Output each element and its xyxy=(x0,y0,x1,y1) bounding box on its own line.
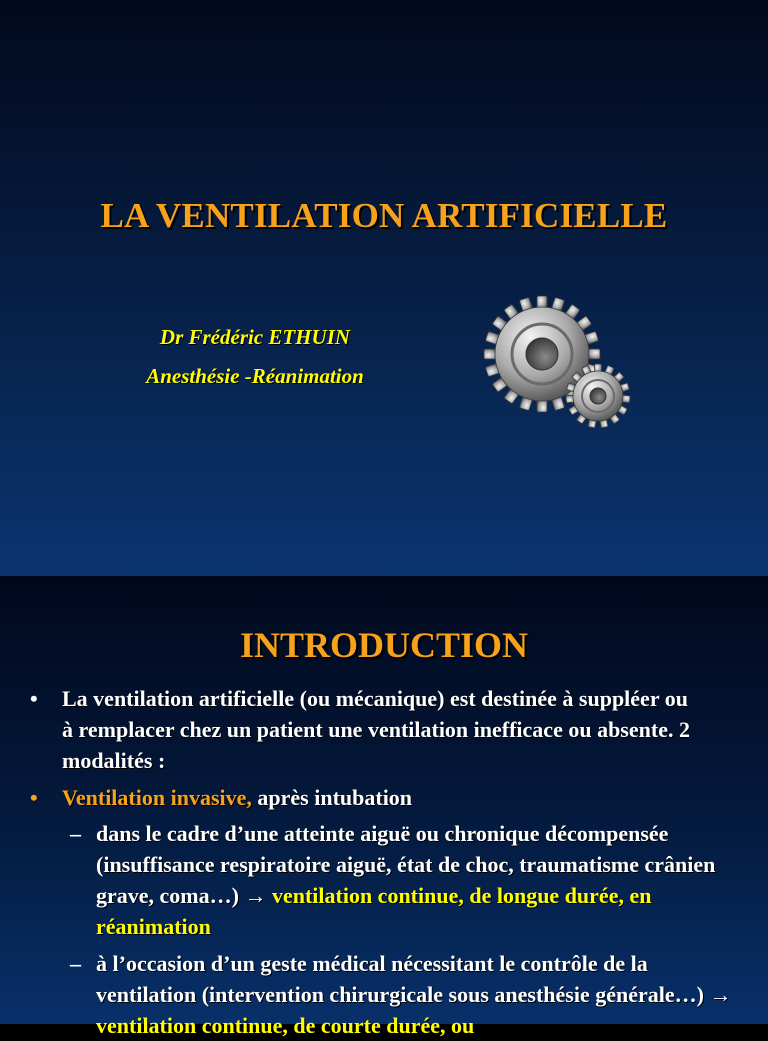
presentation-title: LA VENTILATION ARTIFICIELLE xyxy=(100,196,668,235)
bullet-2 xyxy=(62,782,722,813)
bullet-2-highlight: Ventilation invasive, xyxy=(62,785,252,810)
bullet-marker: • xyxy=(30,686,38,711)
dash-marker: – xyxy=(70,821,81,846)
sub-bullet-1-text: dans le cadre d’une atteinte aiguë ou chronique décompensée (insuffisance respiratoire aiguë, état de choc, traumatisme crânien grave, coma…) xyxy=(96,821,716,908)
sub-bullet-2-highlight: ventilation continue, de courte durée, ou xyxy=(96,1013,475,1038)
gears-icon xyxy=(482,296,632,434)
sub-bullet-1 xyxy=(96,818,746,942)
sub-bullet-2 xyxy=(96,948,746,1038)
arrow-icon: → xyxy=(244,883,267,908)
bullet-2-text: après intubation xyxy=(251,785,413,810)
bullet-1 xyxy=(62,683,702,776)
introduction-title: INTRODUCTION xyxy=(239,625,529,665)
dash-marker: – xyxy=(70,951,81,976)
author-name: Dr Frédéric ETHUIN xyxy=(159,325,351,349)
arrow-icon: → xyxy=(709,982,732,1007)
sub-bullet-2-text: à l’occasion d’un geste médical nécessitant le contrôle de la ventilation (intervention chirurgicale sous anesthésie générale…) xyxy=(96,951,704,1007)
bullet-marker-highlight: • xyxy=(30,785,38,810)
bullet-1-text: La ventilation artificielle (ou mécanique) est destinée à suppléer ou à remplacer chez un patient une ventilation inefficace ou absente. 2 modalités : xyxy=(62,686,690,773)
author-department: Anesthésie -Réanimation xyxy=(146,364,364,388)
sub-bullet-1-highlight: ventilation continue, de longue durée, en réanimation xyxy=(96,883,652,939)
